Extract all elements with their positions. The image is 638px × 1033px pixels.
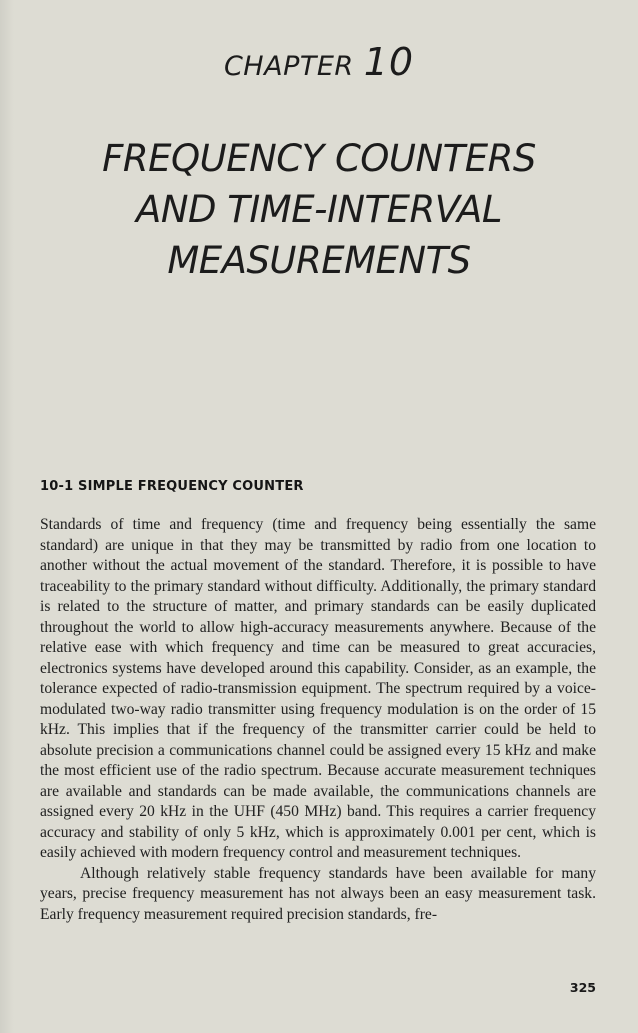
paragraph-2: Although relatively stable frequency standards have been available for many years, precise frequency measurement has not always been an easy measurement task. Early frequency measurement required precision standards, fre- — [40, 864, 596, 923]
chapter-word: CHAPTER — [223, 51, 354, 82]
page-number: 325 — [569, 980, 596, 995]
section-heading: 10-1 SIMPLE FREQUENCY COUNTER — [40, 479, 304, 494]
chapter-title-line-2: AND TIME-INTERVAL — [136, 188, 502, 231]
chapter-number: 10 — [363, 40, 415, 84]
chapter-title — [40, 133, 598, 286]
chapter-title-line-1: FREQUENCY COUNTERS — [102, 137, 536, 180]
chapter-title-line-3: MEASUREMENTS — [167, 239, 471, 282]
body-text — [40, 515, 596, 925]
chapter-label — [0, 40, 638, 84]
paragraph-1: Standards of time and frequency (time and frequency being essentially the same standard) are unique in that they may be transmitted by radio from one location to another without the actual movement of the standard. Therefore, it is possible to have traceability to the primary standard without difficulty. Additionally, the primary standard is related to the structure of matter, and primary standards can be easily duplicated throughout the world to allow high-accuracy measurements anywhere. Because of the relative ease with which frequency and time can be measured to great accuracies, electronics systems have developed around this capability. Consider, as an example, the tolerance expected of radio-transmission equipment. The spectrum required by a voice-modulated two-way radio transmitter using frequency modulation is on the order of 15 kHz. This implies that if the frequency of the transmitter carrier could be held to absolute precision a communications channel could be assigned every 15 kHz and make the most efficient use of the radio spectrum. Because accurate measurement techniques are available and standards can be made available, the communications channels are assigned every 20 kHz in the UHF (450 MHz) band. This requires a carrier frequency accuracy and stability of only 5 kHz, which is approximately 0.001 per cent, which is easily achieved with modern frequency control and measurement techniques. — [40, 516, 596, 861]
